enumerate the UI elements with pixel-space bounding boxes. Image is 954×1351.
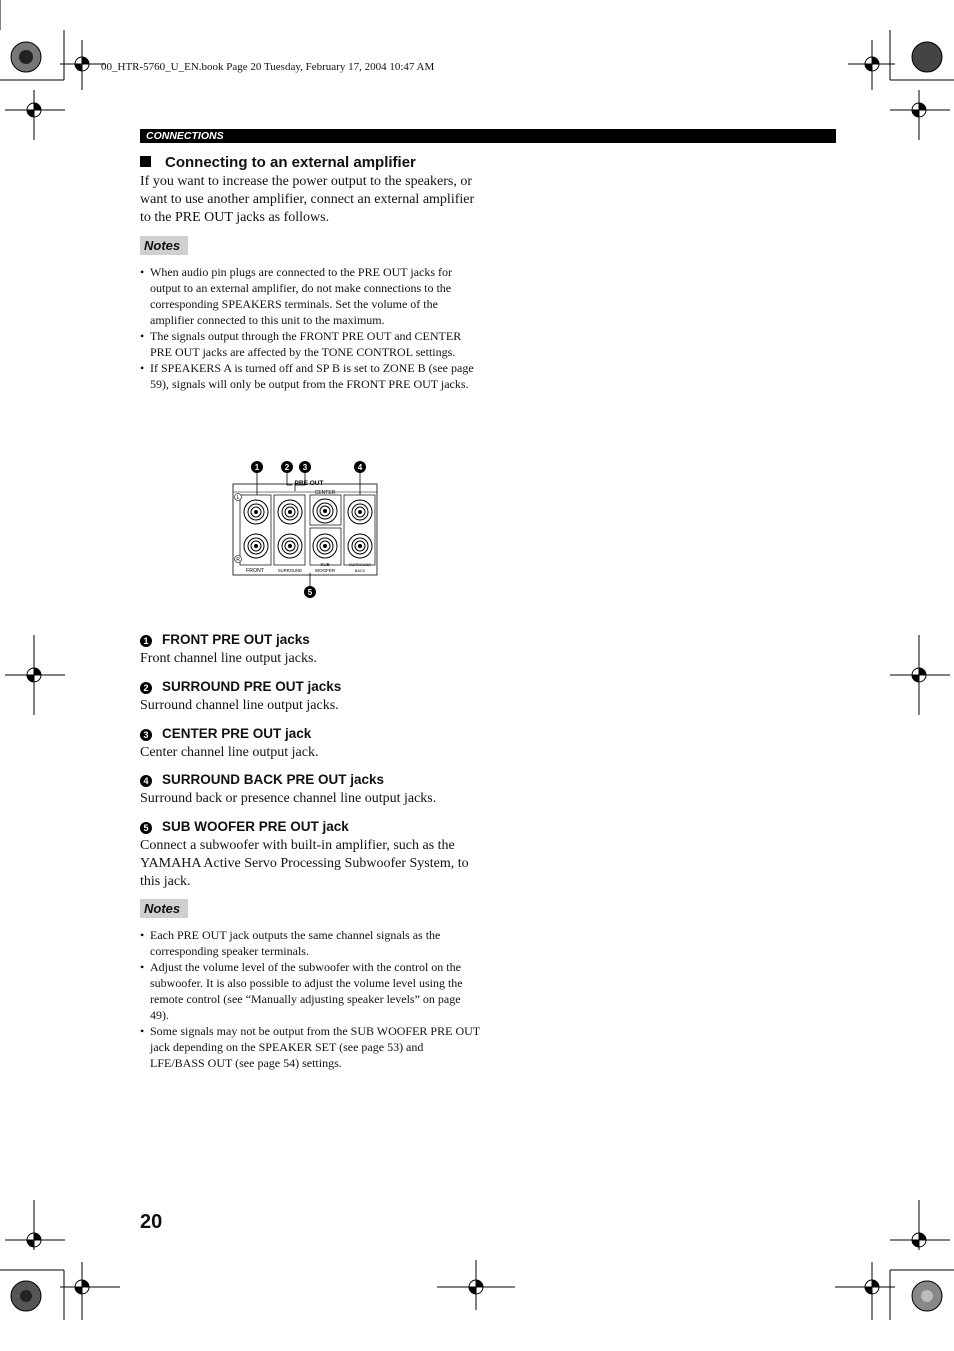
svg-text:2: 2 <box>284 463 290 472</box>
page-heading <box>140 154 416 171</box>
jack <box>313 534 337 558</box>
jack <box>313 499 337 523</box>
item-subwoofer <box>140 819 480 891</box>
pre-out-label: PRE OUT <box>294 480 324 487</box>
callout-3 <box>299 461 311 473</box>
svg-text:1: 1 <box>254 463 260 472</box>
item-heading <box>140 632 480 647</box>
jack <box>278 534 302 558</box>
jack <box>348 500 372 524</box>
note-item: • Each PRE OUT jack outputs the same channel signals as the corresponding speaker terminals. <box>140 927 480 959</box>
item-surround <box>140 679 480 715</box>
surround-label: SURROUND <box>277 568 303 573</box>
surround-back-label-1: SURROUND <box>349 563 371 567</box>
square-bullet-icon <box>140 156 151 167</box>
number-badge-icon: 2 <box>140 682 152 694</box>
item-description: Surround channel line output jacks. <box>140 698 339 713</box>
item-title: SUB WOOFER PRE OUT jack <box>162 819 349 834</box>
item-description: Center channel line output jack. <box>140 745 319 760</box>
notes-list-bottom <box>140 927 480 1071</box>
note-item: • Some signals may not be output from the SUB WOOFER PRE OUT jack depending on the SPEAKER SET (see page 53) and LFE/BASS OUT (see page 54) settings. <box>140 1023 480 1071</box>
item-center <box>140 726 480 762</box>
page-number: 20 <box>140 1211 163 1233</box>
jack <box>278 500 302 524</box>
notes-list-top <box>140 264 480 392</box>
item-surround-back <box>140 772 480 808</box>
jack <box>244 500 268 524</box>
item-title: CENTER PRE OUT jack <box>162 726 312 741</box>
item-description: Front channel line output jacks. <box>140 651 317 666</box>
sub-label: SUB <box>320 562 330 567</box>
number-badge-icon: 3 <box>140 729 152 741</box>
item-title: SURROUND BACK PRE OUT jacks <box>162 772 385 787</box>
number-badge-icon: 4 <box>140 775 152 787</box>
note-item: • When audio pin plugs are connected to the PRE OUT jacks for output to an external amplifier, do not make connections to the corresponding SPEAKERS terminals. Set the volume of the amplifier connected to this unit to the maximum. <box>140 264 480 328</box>
center-label: CENTER <box>314 490 336 496</box>
item-title: FRONT PRE OUT jacks <box>162 632 310 647</box>
number-badge-icon: 5 <box>140 822 152 834</box>
pre-out-diagram <box>230 455 390 600</box>
notes-label-top: Notes <box>140 236 188 255</box>
surround-back-label-2: BACK <box>354 569 366 573</box>
right-marker: R <box>236 557 240 563</box>
svg-text:5: 5 <box>307 588 313 597</box>
note-item: • If SPEAKERS A is turned off and SP B is set to ZONE B (see page 59), signals will only be output from the FRONT PRE OUT jacks. <box>140 360 480 392</box>
svg-text:4: 4 <box>357 463 363 472</box>
item-heading <box>140 726 480 741</box>
item-description: Surround back or presence channel line output jacks. <box>140 791 437 806</box>
section-title: CONNECTIONS <box>146 130 224 142</box>
note-item: • Adjust the volume level of the subwoofer with the control on the subwoofer. It is also possible to adjust the volume level using the remote control (see “Manually adjusting speaker levels” on page 49). <box>140 959 480 1023</box>
svg-text:3: 3 <box>302 463 308 472</box>
callout-4 <box>354 461 366 473</box>
front-label: FRONT <box>246 568 264 574</box>
note-item: • The signals output through the FRONT PRE OUT and CENTER PRE OUT jacks are affected by the TONE CONTROL settings. <box>140 328 480 360</box>
item-heading <box>140 679 480 694</box>
item-front <box>140 632 480 668</box>
number-badge-icon: 1 <box>140 635 152 647</box>
section-bar <box>140 129 836 143</box>
woofer-label: WOOFER <box>314 568 336 573</box>
item-heading <box>140 819 480 834</box>
heading-text: Connecting to an external amplifier <box>165 154 416 171</box>
jack <box>348 534 372 558</box>
item-description: Connect a subwoofer with built-in amplifier, such as the YAMAHA Active Servo Processing Subwoofer System, to this jack. <box>140 838 469 889</box>
callout-1 <box>251 461 263 473</box>
jack <box>244 534 268 558</box>
intro-paragraph: If you want to increase the power output to the speakers, or want to use another amplifier, connect an external amplifier to the PRE OUT jacks as follows. <box>140 174 475 225</box>
callout-2 <box>281 461 293 473</box>
file-header: 00_HTR-5760_U_EN.book Page 20 Tuesday, February 17, 2004 10:47 AM <box>101 61 435 73</box>
item-title: SURROUND PRE OUT jacks <box>162 679 342 694</box>
callout-5 <box>304 586 316 598</box>
item-heading <box>140 772 480 787</box>
notes-label-bottom: Notes <box>140 899 188 918</box>
left-marker: L <box>236 495 240 501</box>
